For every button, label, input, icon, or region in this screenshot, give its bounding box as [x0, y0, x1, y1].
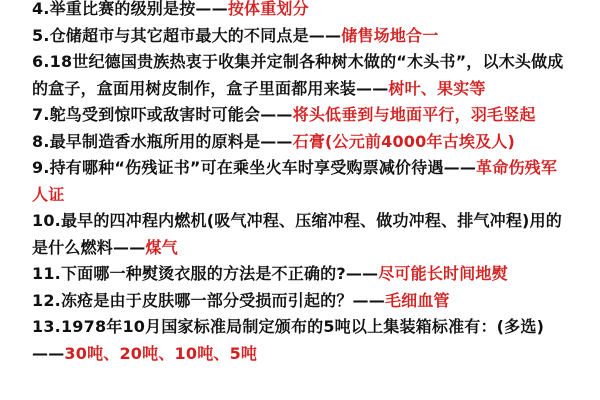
question-text: 9.持有哪种“伤残证书”可在乘坐火车时享受购票减价待遇——: [32, 158, 477, 177]
qa-item-5: [32, 23, 570, 50]
answer-text: 30吨、20吨、10吨、5吨: [64, 343, 258, 363]
question-text: 10.最早的四冲程内燃机(吸气冲程、压缩冲程、做功冲程、排气冲程)用的是什么燃料——: [32, 211, 562, 257]
question-text: 5.仓储超市与其它超市最大的不同点是——: [32, 25, 342, 45]
answer-text: 革命伤残军人证: [32, 158, 558, 204]
answer-text: 将头低垂到与地面平行，羽毛竖起: [292, 105, 536, 124]
qa-item-12: [32, 288, 570, 315]
question-text: 13.1978年10月国家标准局制定颁布的5吨以上集装箱标准有：(多选)——: [32, 317, 545, 363]
qa-item-13: [32, 314, 570, 367]
qa-item-11: [32, 261, 570, 288]
answer-text: 尽可能长时间地熨: [378, 264, 508, 283]
qa-item-6: [32, 49, 570, 102]
question-text: 6.18世纪德国贵族热衷于收集并定制各种树木做的“木头书”，以木头做成的盒子，盒面用树皮制作，盒子里面都用来装——: [32, 52, 564, 98]
question-text: 12.冻疮是由于皮肤哪一部分受损而引起的？——: [32, 290, 385, 310]
qa-item-9: [32, 155, 570, 208]
qa-item-4: [32, 0, 570, 23]
question-text: 8.最早制造香水瓶所用的原料是——: [32, 131, 293, 151]
answer-text: 树叶、果实等: [388, 78, 486, 98]
answer-text: 按体重划分: [227, 0, 309, 18]
qa-item-10: [32, 208, 570, 261]
qa-item-7: [32, 102, 570, 129]
qa-list: [32, 0, 570, 367]
answer-text: 石膏(公元前4000年古埃及人): [292, 131, 515, 151]
answer-text: 毛细血管: [384, 290, 450, 310]
question-text: 7.鸵鸟受到惊吓或敌害时可能会——: [32, 105, 293, 124]
question-text: 11.下面哪一种熨烫衣服的方法是不正确的?——: [32, 264, 379, 283]
question-text: 4.举重比赛的级别是按——: [32, 0, 228, 18]
qa-item-8: [32, 129, 570, 156]
answer-text: 储售场地合一: [341, 25, 439, 45]
answer-text: 煤气: [145, 237, 178, 257]
